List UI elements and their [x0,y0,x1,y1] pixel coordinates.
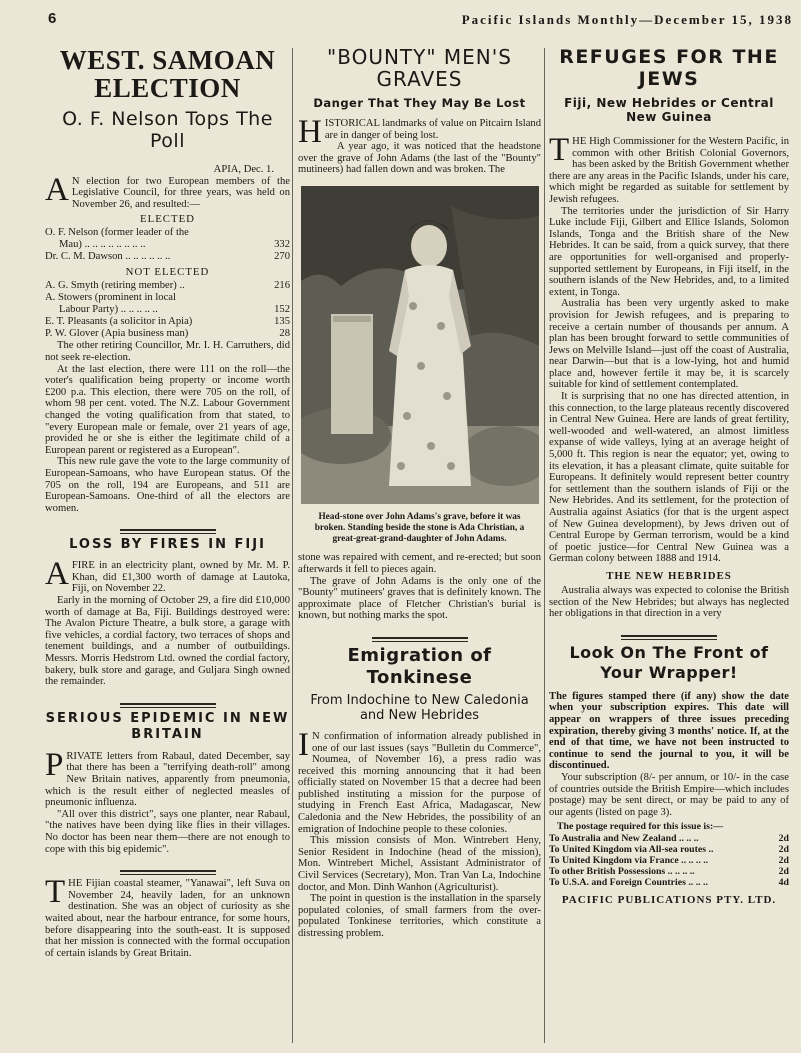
refuges-paragraph: The territories under the jurisdiction of Sir Harry Luke include Fiji, Gilbert and Ellice Islands, Solomon Islands, Tonga and the British share of the New Hebrides. It can be said, from a quick survey, that there are opportunities for well-organised and properly-supported settlement by Europeans, in Fiji itself, in the southern islands of the New Hebrides, and, to a limited extent, in Tonga. [549,205,789,298]
samoa-paragraph: The other retiring Councillor, Mr. I. H. Carruthers, did not seek re-election. [45,340,290,363]
result-row [45,304,290,316]
refuges-subtitle: Fiji, New Hebrides or Central New Guinea [564,96,774,124]
postage-row [549,866,789,877]
postage-cost: 2d [778,855,789,867]
samoa-title: WEST. SAMOAN ELECTION [59,45,276,103]
elected-heading: ELECTED [140,213,195,226]
postage-row [549,877,789,888]
new-hebrides-heading: THE NEW HEBRIDES [606,569,732,582]
postage-destination: To U.S.A. and Foreign Countries .. .. .. [549,877,708,889]
bounty-paragraph: A year ago, it was noticed that the headstone over the grave of John Adams (the last of the "Bounty" mutineers) had fallen down and was broken. The [298,141,541,176]
candidate-name: O. F. Nelson (former leader of the [45,227,189,239]
dropcap: T [45,874,66,911]
vote-count: 216 [274,280,290,292]
samoa-dateline: APIA, Dec. 1. [213,164,274,175]
refuges-paragraph: Australia always was expected to colonise the British section of the New Hebrides; but always has neglected her obligations in that direction in a very [549,584,789,620]
not-elected-table [45,280,290,340]
postage-heading: The postage required for this issue is:— [557,821,724,833]
publisher-signature: PACIFIC PUBLICATIONS PTY. LTD. [561,894,777,907]
bounty-first-text: ISTORICAL landmarks of value on Pitcairn Island are in danger of being lost. [324,118,541,141]
column-rule [292,48,293,1043]
epidemic-first-text: RIVATE letters from Rabaul, dated December, say that there has been a "terrifying death-roll" among New Britain natives, apparently from pneumonia, which is the result either of neglected measles of pneumonic influenza. [45,750,290,809]
result-row [45,316,290,328]
samoa-paragraph: At the last election, there were 111 on the roll—the voter's qualification being property or income worth £200 p.a. This election, there were 705 on the roll, of whom 98 per cent. voted. The N.Z. Labour Government changed the voting qualification from that stated, to "every European male or female, over 21 years of age, provided he or she is either the legitimate child of a European parent or registered as a European". [45,363,290,456]
postage-destination: To Australia and New Zealand .. .. .. [549,833,699,845]
candidate-name: A. G. Smyth (retiring member) .. [45,280,185,292]
candidate-name-cont: Labour Party) .. .. .. .. .. [59,304,158,316]
headstone-photo [301,186,539,504]
postage-table [549,821,789,888]
postage-destination: To other British Possessions .. .. .. .. [549,866,695,878]
bounty-paragraph: stone was repaired with cement, and re-erected; but soon afterwards it fell to pieces again. [298,552,541,575]
divider [45,695,290,702]
result-row [45,292,290,304]
postage-cost: 2d [778,844,789,856]
page-number: 6 [48,10,57,27]
fires-first-paragraph [45,556,290,595]
wrapper-title: Look On The Front of Your Wrapper! [569,642,769,682]
tonkinese-title: Emigration of Tonkinese [347,644,492,688]
result-row [45,239,290,251]
divider [45,521,290,528]
dropcap: T [549,132,570,168]
bounty-title: "BOUNTY" MEN'S GRAVES [327,45,512,91]
column-rule [544,48,545,1043]
vote-count: 270 [274,251,290,263]
steamer-paragraph [45,874,290,959]
candidate-name: Dr. C. M. Dawson .. .. .. .. .. .. [45,251,171,263]
tonkinese-paragraph: The point in question is the installation in the sparsely populated colonies, of small farmers from the over-populated Tonkinese territories, which constitute a distressing problem. [298,893,541,940]
samoa-intro-text: N election for two European members of the Legislative Council, for three years, was held on November 26, and resulted:— [71,175,290,210]
tonkinese-first-paragraph [298,726,541,835]
postage-row [549,844,789,855]
bounty-paragraph: The grave of John Adams is the only one of the "Bounty" mutineers' graves that is definitely known. The approximate place of Fletcher Christian's burial is known, but nothing marks the spot. [298,575,541,622]
postage-cost: 2d [778,866,789,878]
bounty-subtitle: Danger That They May Be Lost [313,96,526,110]
candidate-name: E. T. Pleasants (a solicitor in Apia) [45,316,193,328]
divider [298,629,541,636]
result-row [45,227,290,239]
photo-illustration [301,186,539,504]
steamer-text: HE Fijian coastal steamer, "Yanawai", left Suva on November 24, heavily laden, for an unknown destination. She was an object of curiosity as she waited about, near the harbour entrance, for some hours, before disappearing into the south-east. It is supposed that her mission is connected with the formal occupation of certain islands by Great Britain. [45,878,290,959]
samoa-intro [45,171,290,211]
running-head: Pacific Islands Monthly—December 15, 1938 [461,12,793,27]
postage-cost: 4d [778,877,789,889]
postage-row [549,833,789,844]
dropcap: I [298,726,309,763]
column-right [549,40,789,1048]
refuges-first-text: HE High Commissioner for the Western Pacific, in common with other British Colonial Governors, has been asked by the British Government whether there are any areas in the Pacific Islands, under his care, which might be regarded as suitable for settlement by Jewish refugees. [549,136,789,205]
dropcap: A [45,556,69,593]
tonkinese-paragraph: This mission consists of Mon. Wintrebert Heny, Senior Resident in Indochine (head of the mission), Mon. Wintrebert Michel, Assistant Administrator of Civil Services (Secretary), Mon. Tran Van La, Indochine doctor, and Mon. Dinh Wanhon (Agriculturist). [298,835,541,893]
dropcap: P [45,746,64,783]
result-row [45,328,290,340]
elected-table [45,227,290,263]
samoa-paragraph: This new rule gave the vote to the large community of European-Samoans, who have European status. Of the 705 on the roll, 194 are Europeans, and 511 are European-Samoans. One-third of all the electors are women. [45,456,290,514]
refuges-paragraph: It is surprising that no one has directed attention, in this connection, to the large plateaus recently discovered in Central New Guinea. Here are lands of great fertility, well-wooded and well-watered, an almost limitless expanse of wide valleys, lying at an average height of 5,000 ft. This region is near the equator; yet, owing to its elevation, it has a pleasant climate, quite suitable for Europeans. It definitely would represent better country for settlement than the southern islands of Fiji or the New Hebrides. And its settlement, for the protection of Australia against Asiatics (for that is the urgent aspect of New Guinea development), by Jews driven out of Central Europe by German terrorism, would be a kind of poetic justice—for Central New Guinea was a German colony between 1888 and 1914. [549,391,789,565]
divider [549,627,789,634]
not-elected-heading: NOT ELECTED [125,266,210,279]
refuges-first-paragraph [549,132,789,206]
wrapper-notice: The figures stamped there (if any) show the date when your subscription expires. This date will appear on wrappers of three issues preceding expiration, thereby giving 3 months' notice. If, at the end of that time, we have not been instructed to continue to send the journal to you, it will be discontinued. [549,690,789,772]
tonkinese-subtitle: From Indochine to New Caledonia and New Hebrides [310,692,529,723]
fires-paragraph: Early in the morning of October 29, a fire did £10,000 worth of damage at Ba, Fiji. Buildings destroyed were: The Avalon Picture Theatre, a bulk store, a garage with five vehicles, a cordial factory, two terraces of shops and tenement buildings, and a number of outbuildings. Messrs. Morris Hedstrom Ltd. owned the cordial factory, bakery, bulk store and garage, and Guljara Singh owned the remainder. [45,595,290,688]
fires-title: LOSS BY FIRES IN FIJI [69,537,266,553]
vote-count: 152 [274,304,290,316]
result-row [45,251,290,263]
fires-first-text: FIRE in an electricity plant, owned by Mr. M. P. Khan, did £1,300 worth of damage at Lautoka, Fiji, on November 22. [71,560,290,595]
postage-cost: 2d [778,833,789,845]
dropcap: A [45,171,69,208]
candidate-name: P. W. Glover (Apia business man) [45,328,189,340]
result-row [45,280,290,292]
bounty-first-paragraph [298,114,541,150]
dropcap: H [298,114,322,150]
candidate-name: A. Stowers (prominent in local [45,292,176,304]
postage-row [549,855,789,866]
wrapper-paragraph: Your subscription (8/- per annum, or 10/- in the case of countries outside the British Empire—which includes postage) may be sent direct, or may be paid to any of our agents (listed on page 3). [549,771,789,818]
epidemic-title: SERIOUS EPIDEMIC IN NEW BRITAIN [45,710,290,742]
samoa-subtitle: O. F. Nelson Tops The Poll [62,108,273,152]
page-header [0,8,801,34]
photo-caption: Head-stone over John Adams's grave, before it was broken. Standing beside the stone is Ada Christian, a great-great-grand-daughter of John Adams. [314,511,525,544]
tonkinese-first-text: N confirmation of information already published in one of our last issues (says "Bulletin du Commerce", Noumea, of November 16), a press radio was received this morning announcing that it had been officially stated on November 15 that a decree had been published instituting a mission for the purpose of studying in French East Africa, Madagascar, New Caledonia and the New Hebrides, the possibility of an emigration of Indochine people to these colonies. [298,730,541,835]
postage-destination: To United Kingdom via France .. .. .. .. [549,855,709,867]
epidemic-paragraph: "All over this district", says one planter, near Rabaul, "the natives have been dying like flies in their villages. No doctor has been near them—there are not enough to cope with this big epidemic". [45,808,290,855]
refuges-paragraph: Australia has been very urgently asked to make provision for Jewish refugees, and is preparing to receive a certain number of thousands per annum. A plan has been brought forward to settle communities of Jews on Melville Island—just off the coast of Australia, near Darwin—but that is a low-lying, hot and humid place and, however fertile it may be, it is scarcely suitable for kind of settlement contemplated. [549,298,789,391]
epidemic-first-paragraph [45,746,290,809]
postage-destination: To United Kingdom via All-sea routes .. [549,844,714,856]
vote-count: 135 [274,316,290,328]
column-left [45,40,290,1048]
vote-count: 28 [279,328,290,340]
divider [45,862,290,869]
refuges-title: REFUGES FOR THE JEWS [559,46,779,90]
vote-count: 332 [274,239,290,251]
column-middle [298,40,541,1048]
candidate-name-cont: Mau) .. .. .. .. .. .. .. .. [59,239,146,251]
